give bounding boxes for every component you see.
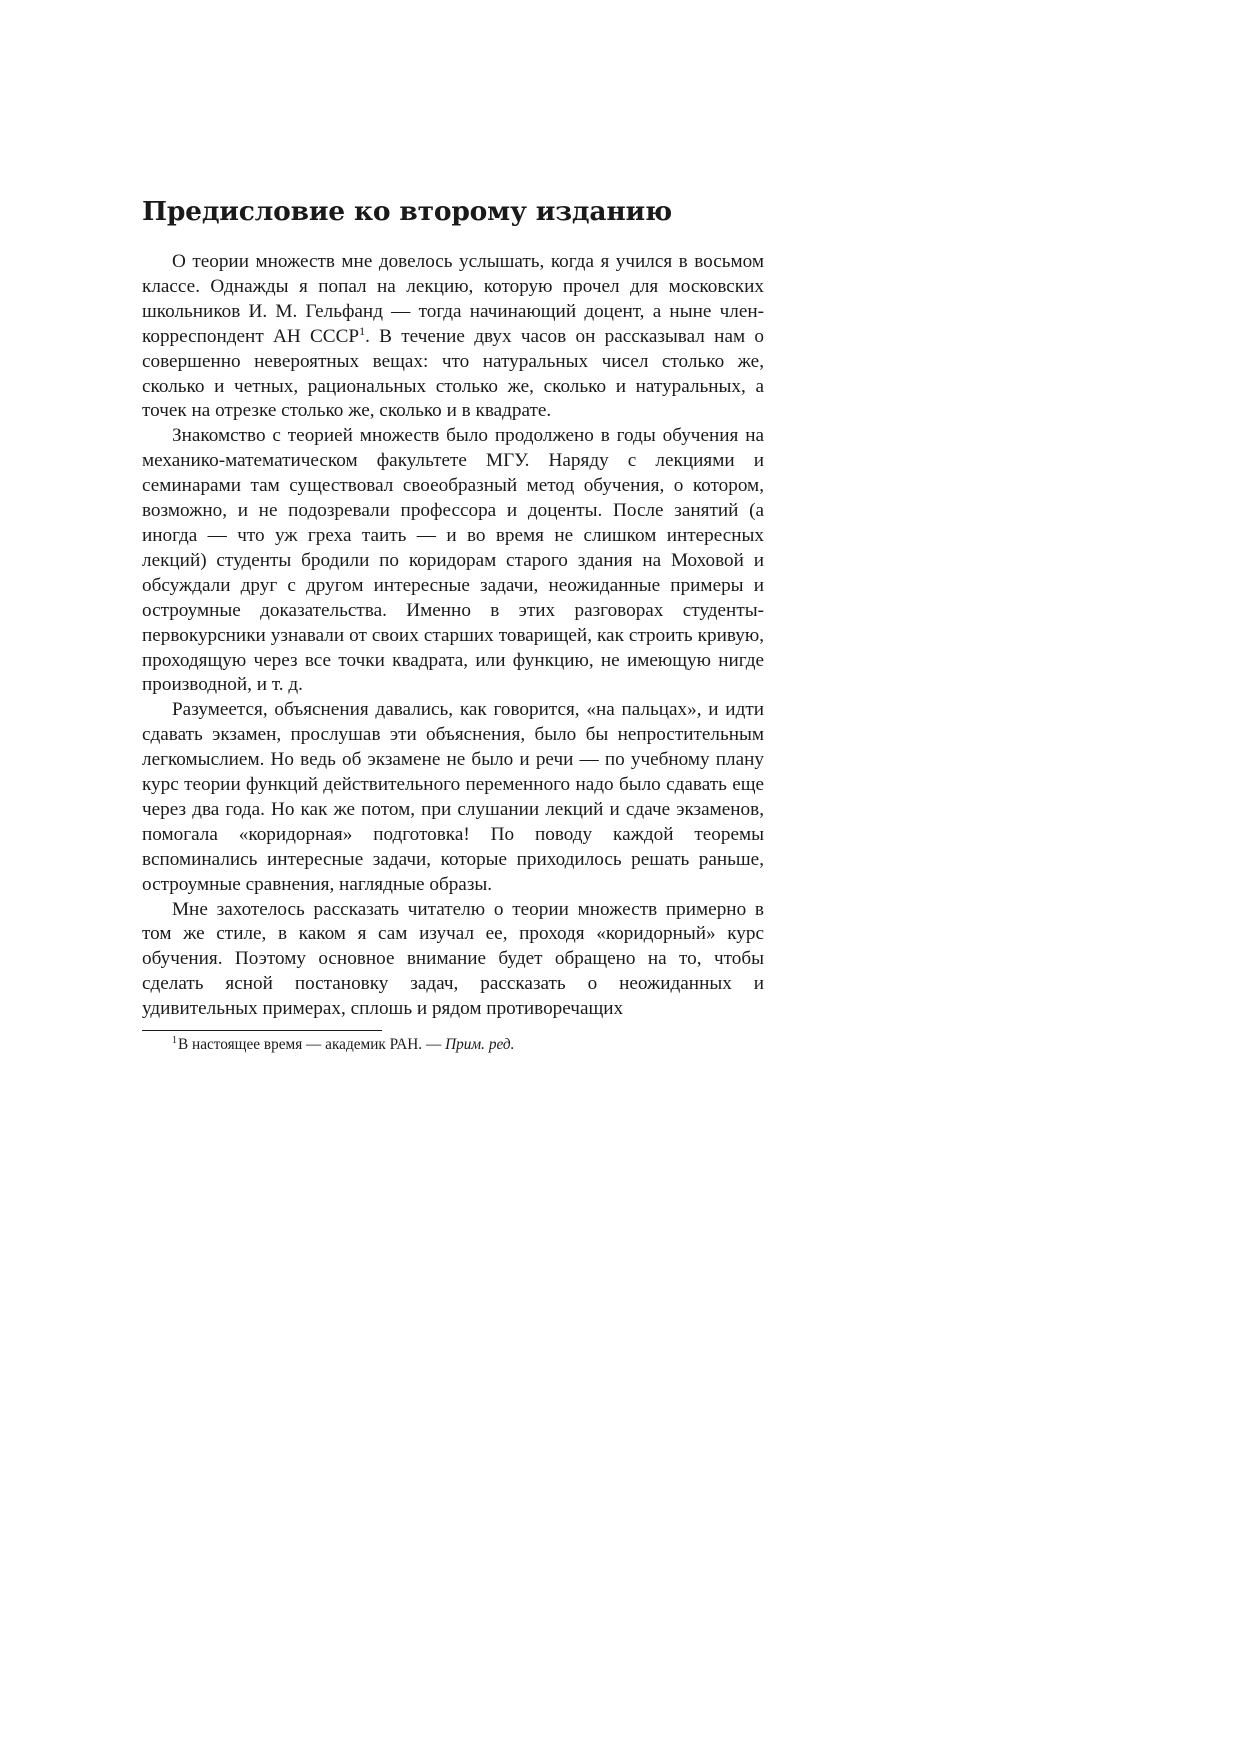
footnote-divider — [142, 1030, 382, 1031]
paragraph-1 — [142, 250, 764, 424]
footnote-text: В настоящее время — академик РАН. — — [178, 1036, 446, 1054]
footnote — [142, 1035, 764, 1055]
page-title: Предисловие ко второму изданию — [142, 196, 672, 227]
paragraph-3: Разумеется, объяснения давались, как говорится, «на пальцах», и идти сдавать экзамен, прослушав эти объяснения, было бы непростительным легкомыслием. Но ведь об экзамене не было и речи — по учебному плану курс теории функций действительного переменного надо было сдавать еще через два года. Но как же потом, при слушании лекций и сдаче экзаменов, помогала «коридорная» подготовка! По поводу каждой теоремы вспоминались интересные задачи, которые приходилось решать раньше, остроумные сравнения, наглядные образы. — [142, 699, 764, 895]
paragraph-1-text-end: . В течение двух часов он рассказывал нам о совершенно невероятных вещах: что натуральных чисел столько же, сколько и четных, рациональных столько же, сколько и натуральных, а точек на отрезке столько же, сколько и в квадрате. — [142, 325, 764, 422]
paragraph-1-text-start: О теории множеств мне довелось услышать, когда я учился в восьмом классе. Однажды я попал на лекцию, которую прочел для московских школьников И. М. Гельфанд — тогда начинающий доцент, а ныне член-корреспондент АН СССР — [142, 251, 764, 347]
body-text — [142, 250, 764, 1022]
paragraph-4: Мне захотелось рассказать читателю о теории множеств примерно в том же стиле, в каком я сам изучал ее, проходя «коридорный» курс обучения. Поэтому основное внимание будет обращено на то, чтобы сделать ясной постановку задач, рассказать о неожиданных и удивительных примерах, сплошь и рядом противоречащих — [142, 898, 764, 1020]
paragraph-2: Знакомство с теорией множеств было продолжено в годы обучения на механико-математическом факультете МГУ. Наряду с лекциями и семинарами там существовал своеобразный метод обучения, о котором, возможно, и не подозревали профессора и доценты. После занятий (а иногда — что уж греха таить — и во время не слишком интересных лекций) студенты бродили по коридорам старого здания на Моховой и обсуждали друг с другом интересные задачи, неожиданные примеры и остроумные доказательства. Именно в этих разговорах студенты-первокурсники узнавали от своих старших товарищей, как строить кривую, проходящую через все точки квадрата, или функцию, не имеющую нигде производной, и т. д. — [142, 425, 764, 696]
footnote-reference[interactable]: 1 — [359, 323, 366, 338]
page — [142, 196, 764, 1055]
footnote-editor-note: Прим. ред. — [445, 1036, 515, 1054]
footnote-marker: 1 — [172, 1035, 177, 1047]
